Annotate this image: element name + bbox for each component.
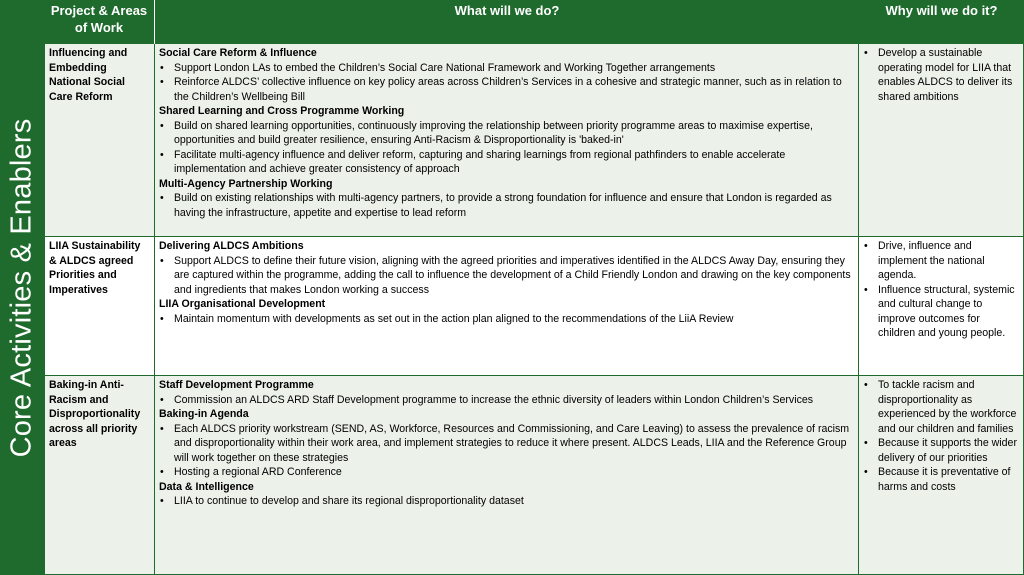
section-heading: LIIA Organisational Development — [159, 298, 326, 310]
bullet-item: • Influence structural, systemic and cultural change to improve outcomes for children and young people. — [863, 283, 1019, 341]
section-heading: Social Care Reform & Influence — [159, 47, 317, 59]
section-heading: Data & Intelligence — [159, 480, 254, 493]
row-3-why — [859, 376, 1024, 575]
section-heading: Delivering ALDCS Ambitions — [159, 240, 304, 252]
bullet-item: • Each ALDCS priority workstream (SEND, AS, Workforce, Resources and Commissioning, and Care Leaving) to assess the prevalence of racism and disproportionality within their work area, and implement strategies to reduce it where present. ALDCS Leads, LIIA and the Reference Group will work together on these strategies — [159, 422, 854, 466]
bullet-item: • Develop a sustainable operating model for LIIA that enables ALDCS to deliver its shared ambitions — [863, 46, 1019, 104]
side-title: Core Activities & Enablers — [5, 118, 38, 458]
bullet-item: • To tackle racism and disproportionality as experienced by the workforce and our children and families — [863, 378, 1019, 436]
header-what: What will we do? — [155, 0, 859, 44]
row-1-what — [155, 44, 859, 237]
bullet-item: • Commission an ALDCS ARD Staff Development programme to increase the ethnic diversity of leaders within London Children’s Services — [159, 393, 854, 408]
row-1-area: Influencing and Embedding National Social Care Reform — [44, 44, 155, 237]
section-heading: Shared Learning and Cross Programme Working — [159, 105, 405, 117]
row-3-area: Baking-in Anti-Racism and Disproportionality across all priority areas — [44, 376, 155, 575]
row-3-what — [155, 376, 859, 575]
bullet-item: • Build on shared learning opportunities, continuously improving the relationship between priority programme areas to maximise expertise, opportunities and build greater resilience, ensuring Anti-Racism & Disproportionality is 'baked-in' — [159, 119, 854, 148]
bullet-item: • Because it supports the wider delivery of our priorities — [863, 436, 1019, 465]
header-project-areas: Project & Areas of Work — [44, 0, 155, 44]
row-2-what — [155, 237, 859, 376]
bullet-item: • Hosting a regional ARD Conference — [159, 465, 854, 480]
section-heading: Baking-in Agenda — [159, 408, 249, 420]
bullet-item: • Drive, influence and implement the national agenda. — [863, 239, 1019, 283]
side-band — [0, 0, 44, 575]
row-2-area: LIIA Sustainability & ALDCS agreed Priorities and Imperatives — [44, 237, 155, 376]
bullet-item: • Support ALDCS to define their future vision, aligning with the agreed priorities and imperatives identified in the ALDCS Away Day, ensuring they are captured within the programme, adding the call to influence the development of a Child Friendly London and drawing on the key components and ingredients that makes London working a success — [159, 254, 854, 298]
bullet-item: • Build on existing relationships with multi-agency partners, to provide a strong foundation for influence and ensure that London is regarded as having the infrastructure, appetite and expertise to lead reform — [159, 191, 854, 220]
bullet-item: • Because it is preventative of harms and costs — [863, 465, 1019, 494]
bullet-item: • Maintain momentum with developments as set out in the action plan aligned to the recommendations of the LiiA Review — [159, 312, 854, 327]
activities-table — [44, 0, 1024, 575]
bullet-item: • Reinforce ALDCS’ collective influence on key policy areas across Children’s Services in a cohesive and strategic manner, such as in relation to the Children’s Wellbeing Bill — [159, 75, 854, 104]
row-2-why — [859, 237, 1024, 376]
section-heading: Multi-Agency Partnership Working — [159, 177, 333, 190]
row-1-why — [859, 44, 1024, 237]
header-why: Why will we do it? — [859, 0, 1024, 44]
bullet-item: • LIIA to continue to develop and share its regional disproportionality dataset — [159, 494, 854, 509]
bullet-item: • Facilitate multi-agency influence and deliver reform, capturing and sharing learnings from regional pathfinders to enable accelerate implementation and achieve greater consistency of approach — [159, 148, 854, 177]
section-heading: Staff Development Programme — [159, 379, 314, 391]
bullet-item: • Support London LAs to embed the Children’s Social Care National Framework and Working Together arrangements — [159, 61, 854, 76]
